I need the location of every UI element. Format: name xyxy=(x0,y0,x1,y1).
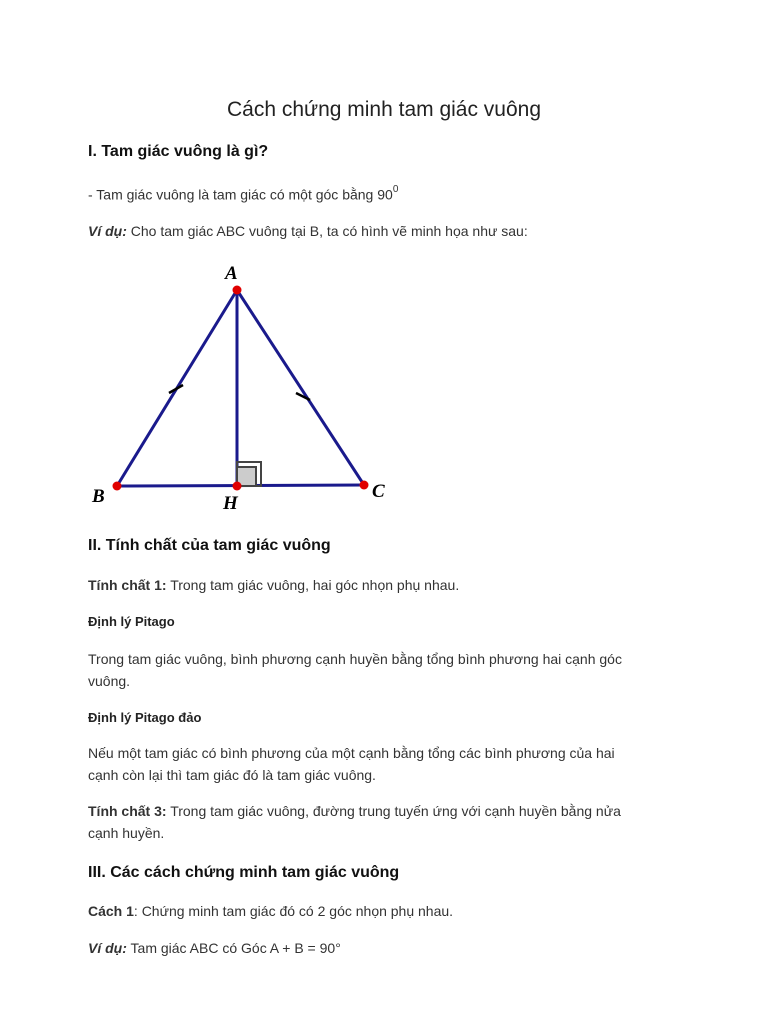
example-2-label: Ví dụ: xyxy=(88,940,127,956)
point-a xyxy=(233,286,242,295)
label-h: H xyxy=(223,493,238,514)
example-2-text: Tam giác ABC có Góc A + B = 90° xyxy=(126,940,341,956)
section-heading-1: I. Tam giác vuông là gì? xyxy=(88,143,269,160)
pitago-reverse-line-1: Nếu một tam giác có bình phương của một cạnh bằng tổng các bình phương của hai xyxy=(88,745,615,761)
point-c xyxy=(360,481,369,490)
pitago-reverse-heading: Định lý Pitago đảo xyxy=(88,710,202,725)
definition-text xyxy=(88,186,398,203)
side-ac xyxy=(237,290,364,485)
method-1 xyxy=(88,903,453,919)
property-3-label: Tính chất 3: xyxy=(88,803,167,819)
example-2 xyxy=(88,940,341,956)
section-heading-3: III. Các cách chứng minh tam giác vuông xyxy=(88,864,400,881)
method-1-label: Cách 1 xyxy=(88,903,134,919)
point-b xyxy=(113,482,122,491)
property-1-text: Trong tam giác vuông, hai góc nhọn phụ nhau. xyxy=(166,577,460,593)
property-3-line-2: cạnh huyền. xyxy=(88,825,165,841)
label-c: C xyxy=(372,481,385,502)
example-label: Ví dụ: xyxy=(88,223,127,239)
example-text: Cho tam giác ABC vuông tại B, ta có hình vẽ minh họa như sau: xyxy=(126,223,528,239)
degree-superscript: 0 xyxy=(392,184,399,195)
pitago-reverse-line-2: cạnh còn lại thì tam giác đó là tam giác vuông. xyxy=(88,767,376,783)
property-3-text: Trong tam giác vuông, đường trung tuyến ứng với cạnh huyền bằng nửa xyxy=(166,803,621,819)
property-3 xyxy=(88,803,621,819)
property-1-label: Tính chất 1: xyxy=(88,577,167,593)
label-b: B xyxy=(92,486,105,507)
definition-body: - Tam giác vuông là tam giác có một góc bằng 90 xyxy=(88,186,393,203)
page-title: Cách chứng minh tam giác vuông xyxy=(226,98,542,121)
pitago-line-2: vuông. xyxy=(88,673,131,689)
point-h xyxy=(233,482,242,491)
triangle-figure xyxy=(80,255,420,515)
method-1-text: : Chứng minh tam giác đó có 2 góc nhọn phụ nhau. xyxy=(133,903,454,919)
label-a: A xyxy=(225,263,238,284)
property-1 xyxy=(88,577,459,593)
pitago-line-1: Trong tam giác vuông, bình phương cạnh huyền bằng tổng bình phương hai cạnh góc xyxy=(88,651,622,667)
pitago-heading: Định lý Pitago xyxy=(88,614,175,629)
example-paragraph xyxy=(88,223,528,239)
section-heading-2: II. Tính chất của tam giác vuông xyxy=(88,537,331,554)
